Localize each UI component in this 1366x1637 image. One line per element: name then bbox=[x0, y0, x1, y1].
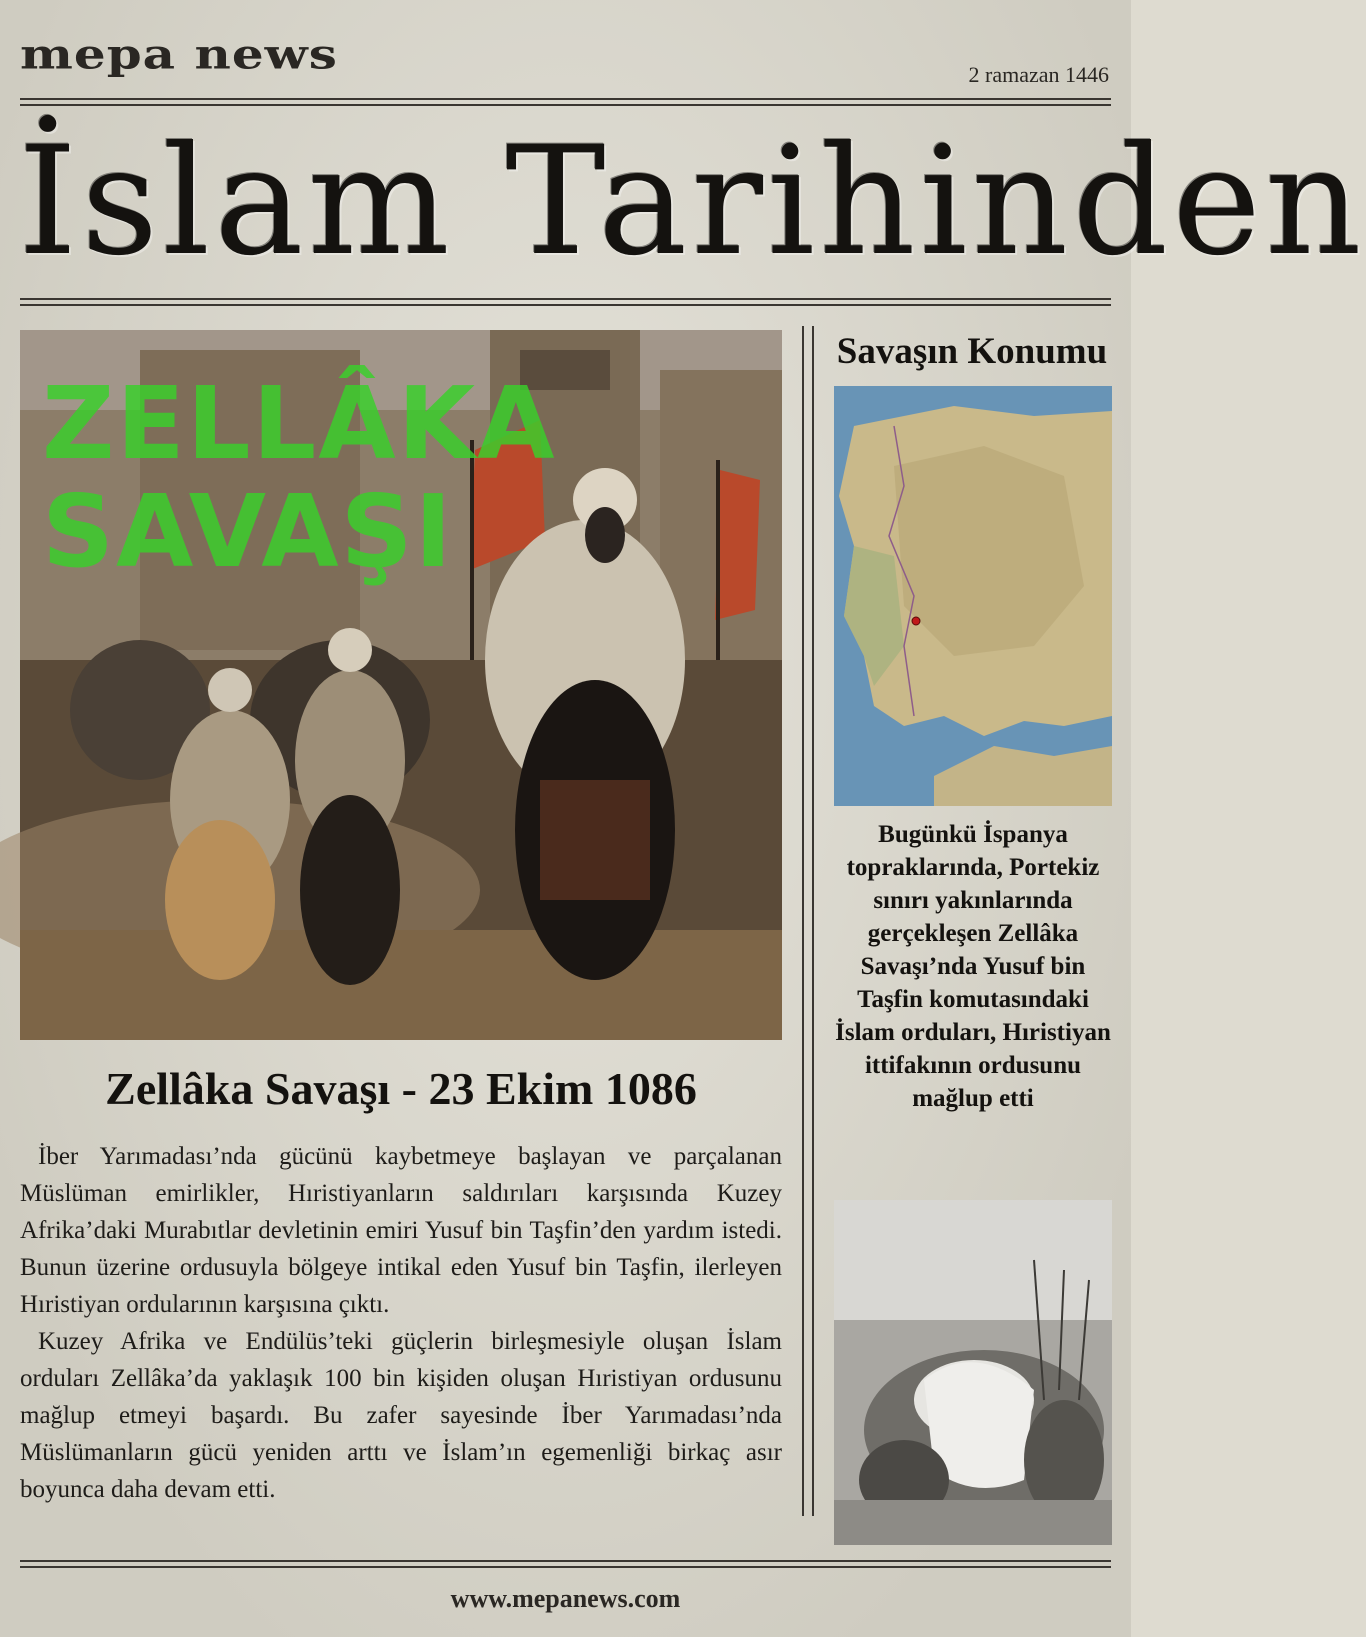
column-divider bbox=[802, 326, 814, 1516]
footer-divider bbox=[20, 1560, 1111, 1568]
battle-location-marker bbox=[912, 617, 920, 625]
page-headline: İslam Tarihinden bbox=[18, 115, 1366, 289]
hero-title-line2: SAVAŞI bbox=[42, 473, 454, 590]
article-paragraph: Kuzey Afrika ve Endülüs’teki güçlerin birleşmesiyle oluşan İslam orduları Zellâka’da yaklaşık 100 bin kişiden oluşan Hıristiyan ordusunu mağlup etmeyi başardı. Bu zafer sayesinde İber Yarımadası’nda Müslümanların gücü yeniden arttı ve İslam’ın egemenliği birkaç asır boyunca daha devam etti. bbox=[20, 1328, 782, 1503]
article-title: Zellâka Savaşı - 23 Ekim 1086 bbox=[105, 1063, 697, 1114]
article-paragraph: İber Yarımadası’nda gücünü kaybetmeye başlayan ve parçalanan Müslüman emirlikler, Hıristiyanların saldırıları karşısında Kuzey Afrika’daki Murabıtlar devletinin emiri Yusuf bin Taşfin’den yardım istedi. Bunun üzerine ordusuyla bölgeye intikal eden Yusuf bin Taşfin, ilerleyen Hıristiyan ordularının karşısına çıktı. bbox=[20, 1143, 782, 1318]
battle-engraving-image bbox=[834, 1200, 1112, 1545]
iberia-map bbox=[834, 386, 1112, 806]
brand-logo: mepa news bbox=[20, 30, 338, 79]
sidebar-caption: Bugünkü İspanya topraklarında, Portekiz sınırı yakınlarında gerçekleşen Zellâka Savaşı’nda Yusuf bin Taşfin komutasındaki İslam orduları, Hıristiyan ittifakının ordusunu mağlup etti bbox=[835, 821, 1111, 1112]
headline-divider bbox=[20, 298, 1111, 306]
hero-title-line1: ZELLÂKA bbox=[42, 365, 557, 482]
hero-battle-image bbox=[20, 330, 782, 1040]
sidebar-title: Savaşın Konumu bbox=[836, 331, 1108, 372]
hero-title bbox=[42, 365, 762, 590]
engraving-illustration bbox=[834, 1200, 1112, 1545]
footer-website: www.mepanews.com bbox=[450, 1584, 681, 1613]
masthead-divider bbox=[20, 98, 1111, 106]
issue-date: 2 ramazan 1446 bbox=[968, 62, 1109, 87]
article-body bbox=[20, 1138, 782, 1508]
location-map bbox=[834, 386, 1112, 806]
